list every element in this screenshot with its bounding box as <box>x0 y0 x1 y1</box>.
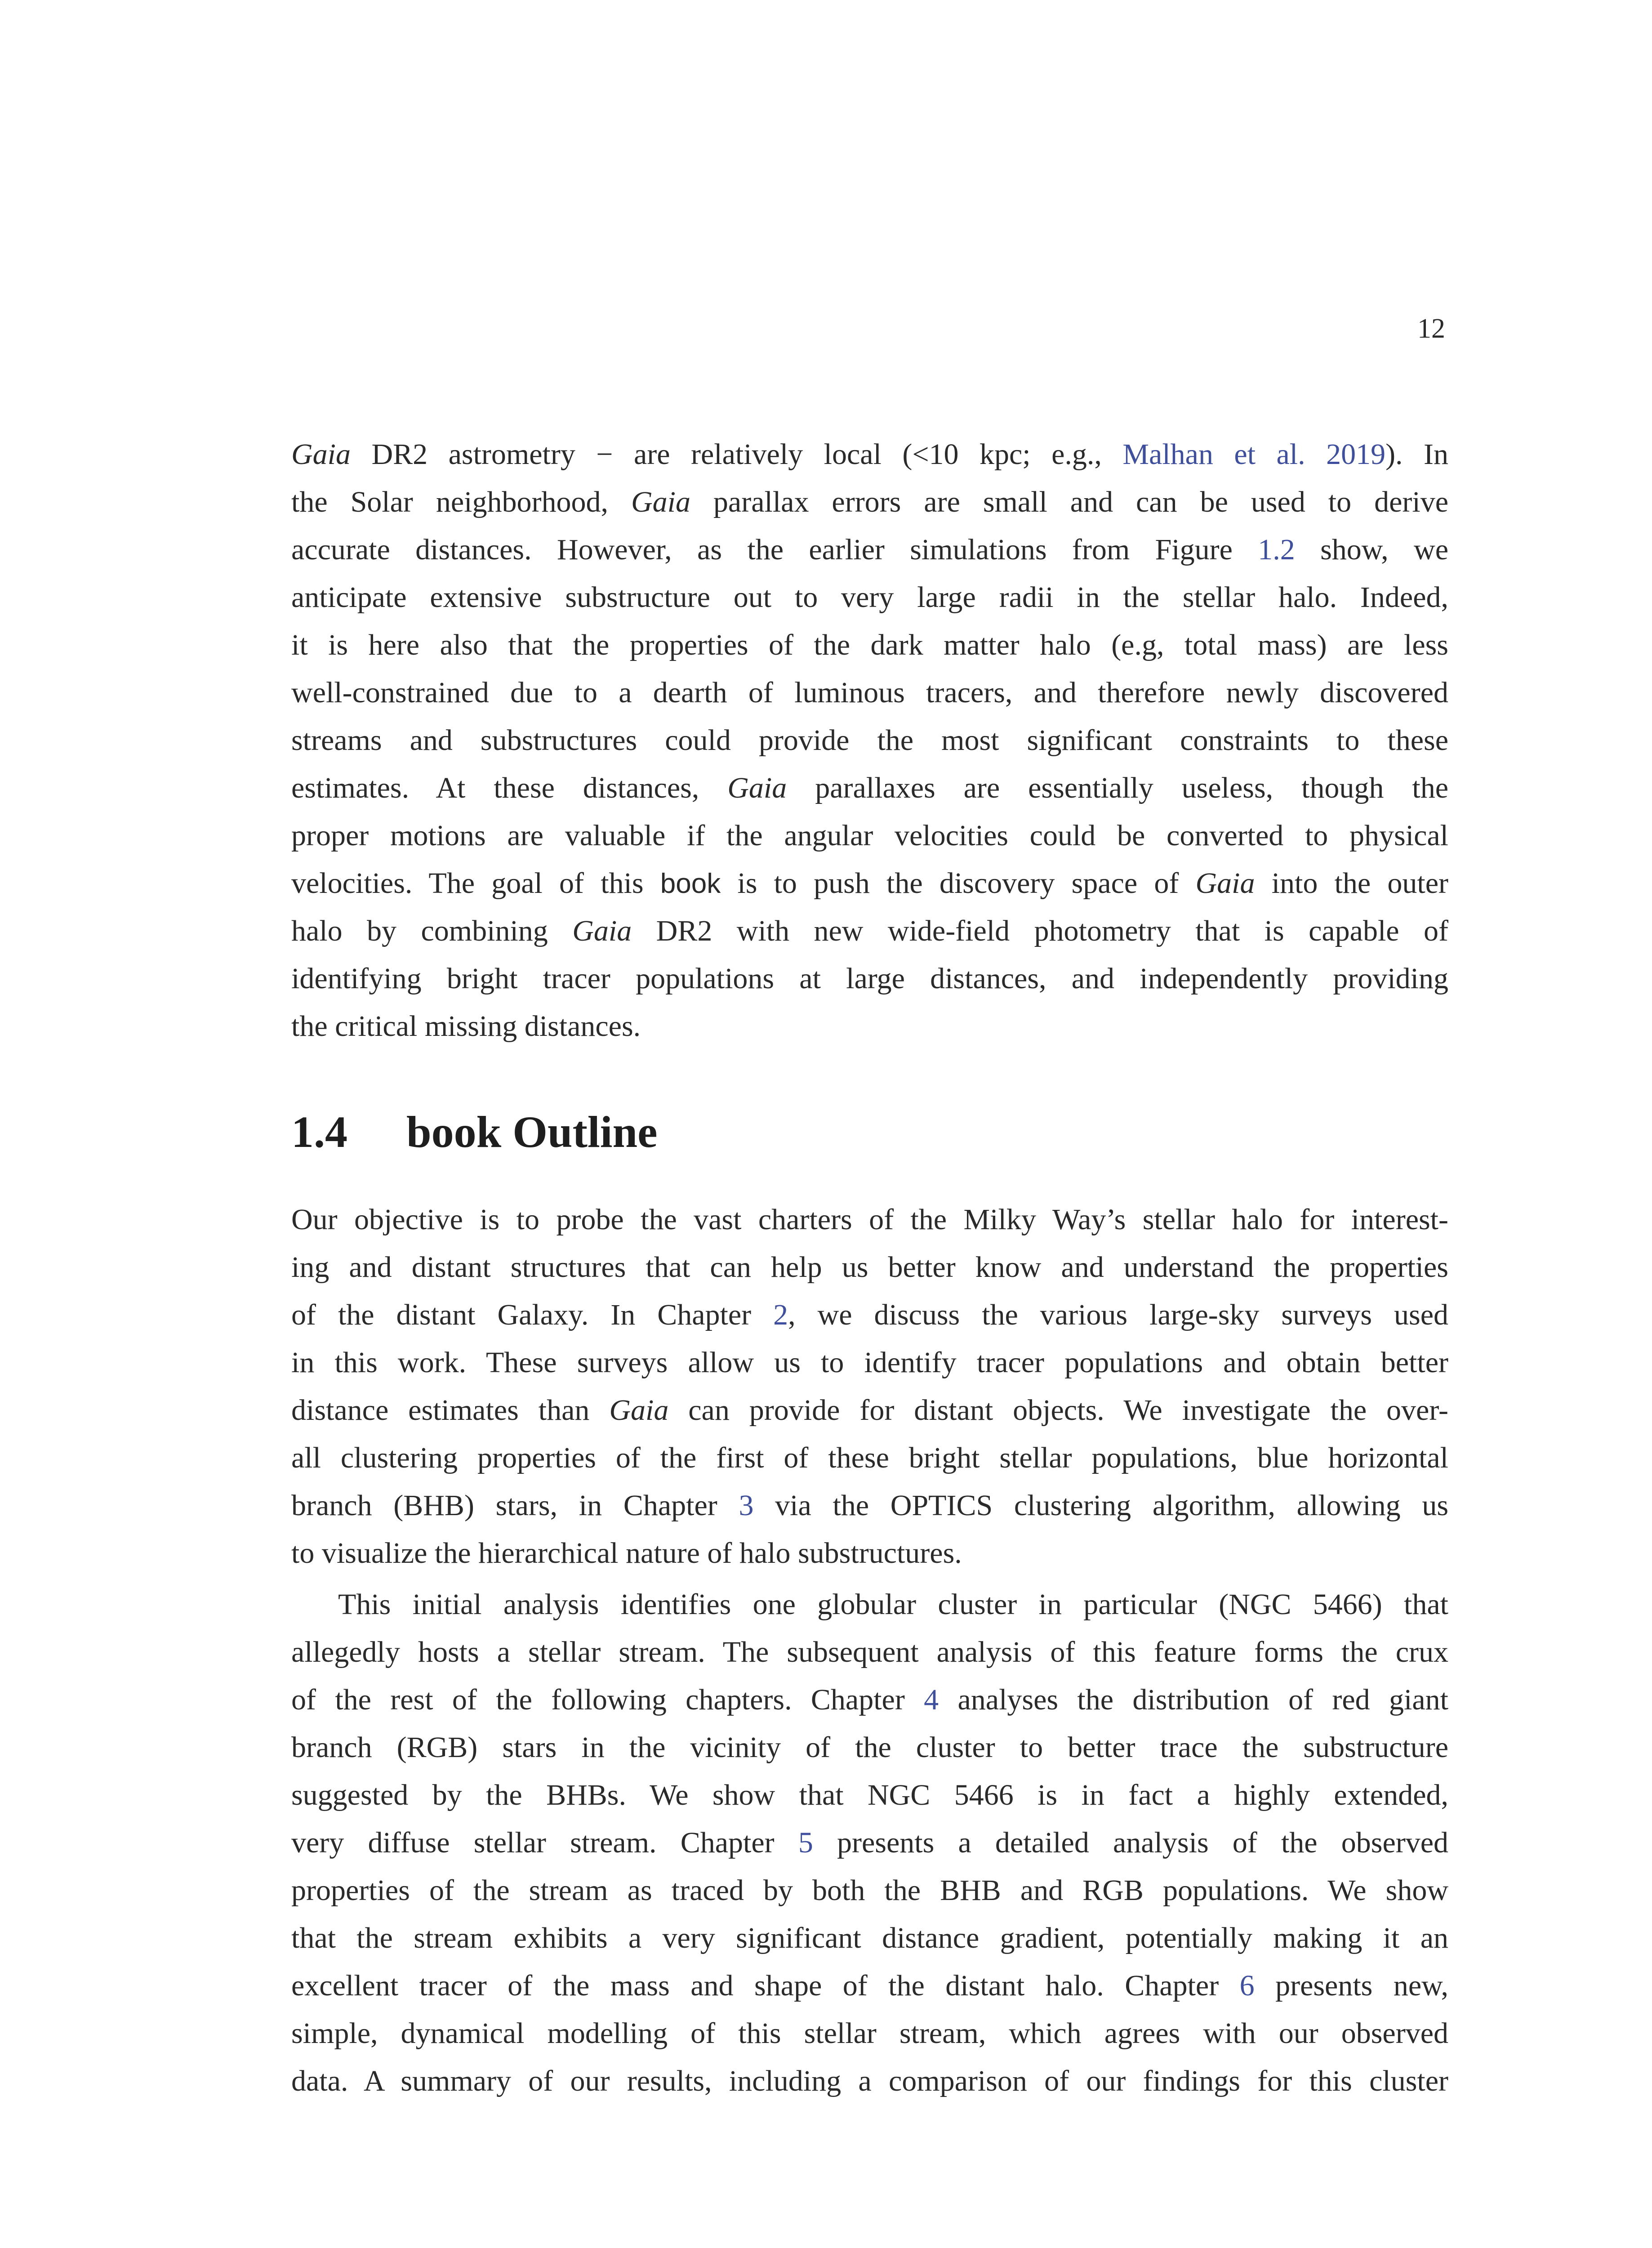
paragraph-outline <box>291 1196 1448 1577</box>
text-line: streams and substructures could provide the most significant constraints to these <box>291 724 1448 757</box>
section-title: book Outline <box>406 1107 658 1157</box>
term-book: book <box>660 868 721 899</box>
text-run: distance estimates than <box>291 1394 610 1427</box>
text-run: presents a detailed analysis of the observed <box>813 1826 1449 1859</box>
text-line: properties of the stream as traced by both the BHB and RGB populations. We show <box>291 1874 1448 1907</box>
text-line: simple, dynamical modelling of this stellar stream, which agrees with our observed <box>291 2017 1448 2050</box>
chapter-reference-link[interactable]: 3 <box>739 1489 754 1522</box>
text-line: suggested by the BHBs. We show that NGC 5466 is in fact a highly extended, <box>291 1779 1448 1811</box>
chapter-reference-link[interactable]: 6 <box>1239 1969 1255 2002</box>
text-line: to visualize the hierarchical nature of halo substructures. <box>291 1537 962 1570</box>
text-line: that the stream exhibits a very significant distance gradient, potentially making it an <box>291 1922 1448 1954</box>
text-line: identifying bright tracer populations at large distances, and independently providing <box>291 962 1448 995</box>
text-line <box>291 907 1448 955</box>
chapter-reference-link[interactable]: 4 <box>924 1683 939 1716</box>
text-line: proper motions are valuable if the angular velocities could be converted to physical <box>291 819 1448 852</box>
text-line <box>291 1482 1448 1530</box>
text-line <box>291 860 1448 907</box>
text-run: very diffuse stellar stream. Chapter <box>291 1826 798 1859</box>
text-line <box>291 1291 1448 1339</box>
term-gaia: Gaia <box>291 438 351 471</box>
text-run: show, we <box>1295 533 1448 566</box>
text-run: via the OPTICS clustering algorithm, allowing us <box>753 1489 1448 1522</box>
text-line <box>291 1819 1448 1867</box>
text-run: can provide for distant objects. We investigate the over- <box>668 1394 1448 1427</box>
text-run: DR2 astrometry − are relatively local (<10 kpc; e.g., <box>351 438 1123 471</box>
text-line <box>291 1962 1448 2010</box>
text-line: Our objective is to probe the vast charters of the Milky Way’s stellar halo for interest- <box>291 1203 1448 1236</box>
text-run: analyses the distribution of red giant <box>939 1683 1448 1716</box>
term-gaia: Gaia <box>727 772 787 804</box>
text-line: data. A summary of our results, including a comparison of our findings for this cluster <box>291 2065 1448 2097</box>
text-line <box>291 1676 1448 1724</box>
text-line <box>291 1581 1448 1628</box>
text-line: it is here also that the properties of the dark matter halo (e.g, total mass) are less <box>291 629 1448 661</box>
text-line: in this work. These surveys allow us to identify tracer populations and obtain better <box>291 1346 1448 1379</box>
text-line <box>291 1387 1448 1434</box>
text-run: DR2 with new wide-field photometry that is capable of <box>632 914 1448 947</box>
text-line <box>291 431 1448 478</box>
citation-link[interactable]: Malhan et al. 2019 <box>1122 438 1386 471</box>
text-run: , we discuss the various large-sky surveys used <box>788 1298 1448 1331</box>
page-number: 12 <box>1417 313 1445 344</box>
text-run: halo by combining <box>291 914 573 947</box>
term-gaia: Gaia <box>609 1394 669 1427</box>
text-line <box>291 478 1448 526</box>
text-run: branch (BHB) stars, in Chapter <box>291 1489 739 1522</box>
text-run: parallax errors are small and can be used to derive <box>690 486 1448 518</box>
paragraph-intro <box>291 431 1448 1050</box>
text-run: velocities. The goal of this <box>291 867 660 900</box>
text-line <box>291 764 1448 812</box>
section-number: 1.4 <box>291 1107 347 1157</box>
figure-reference-link[interactable]: 1.2 <box>1258 533 1295 566</box>
chapter-reference-link[interactable]: 2 <box>773 1298 788 1331</box>
text-run: the Solar neighborhood, <box>291 486 631 518</box>
text-run: parallaxes are essentially useless, though the <box>787 772 1448 804</box>
text-line: ing and distant structures that can help us better know and understand the properties <box>291 1251 1448 1284</box>
text-line: allegedly hosts a stellar stream. The subsequent analysis of this feature forms the crux <box>291 1636 1448 1668</box>
term-gaia: Gaia <box>572 914 632 947</box>
text-run: excellent tracer of the mass and shape of the distant halo. Chapter <box>291 1969 1240 2002</box>
term-gaia: Gaia <box>1195 867 1255 900</box>
term-gaia: Gaia <box>631 486 690 518</box>
text-run: of the rest of the following chapters. Chapter <box>291 1683 924 1716</box>
text-line: the critical missing distances. <box>291 1010 641 1043</box>
text-run: is to push the discovery space of <box>721 867 1196 900</box>
text-line <box>291 526 1448 574</box>
text-run: estimates. At these distances, <box>291 772 728 804</box>
text-run: ). In <box>1385 438 1448 471</box>
text-run: This initial analysis identifies one globular cluster in particular (NGC 5466) that <box>338 1588 1448 1621</box>
text-run: accurate distances. However, as the earlier simulations from Figure <box>291 533 1258 566</box>
paragraph-chapters <box>291 1581 1448 2105</box>
text-line: all clustering properties of the first of these bright stellar populations, blue horizontal <box>291 1441 1448 1474</box>
text-line: branch (RGB) stars in the vicinity of the cluster to better trace the substructure <box>291 1731 1448 1764</box>
chapter-reference-link[interactable]: 5 <box>798 1826 813 1859</box>
text-run: of the distant Galaxy. In Chapter <box>291 1298 774 1331</box>
section-heading <box>291 1106 658 1158</box>
text-line: well-constrained due to a dearth of luminous tracers, and therefore newly discovered <box>291 676 1448 709</box>
text-run: presents new, <box>1254 1969 1448 2002</box>
text-line: anticipate extensive substructure out to very large radii in the stellar halo. Indeed, <box>291 581 1448 614</box>
text-run: into the outer <box>1255 867 1448 900</box>
